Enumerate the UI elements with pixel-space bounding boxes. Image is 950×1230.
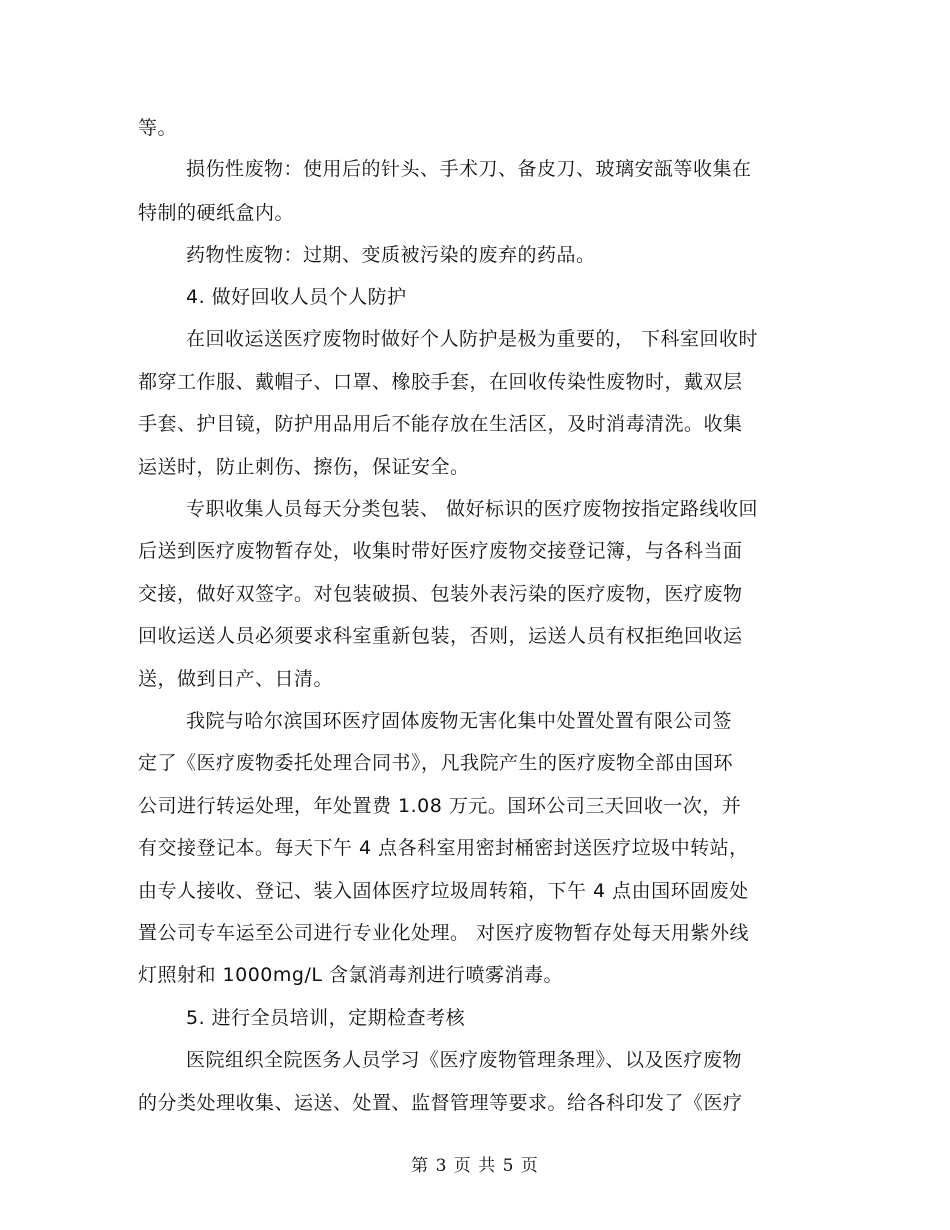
text-line-9: 运送时，防止刺伤、擦伤，保证安全。 — [138, 456, 470, 478]
text-line-17: 公司进行转运处理，年处置费 1.08 万元。国环公司三天回收一次，并 — [138, 795, 742, 817]
text-line-1: 等。 — [138, 117, 178, 139]
text-line-23: 医院组织全院医务人员学习《医疗废物管理条理》、以及医疗废物 — [186, 1049, 743, 1071]
text-line-24: 的分类处理收集、运送、处置、监督管理等要求。给各科印发了《医疗 — [138, 1092, 743, 1114]
text-line-8: 手套、护目镜，防护用品用后不能存放在生活区，及时消毒清洗。收集 — [138, 413, 743, 435]
text-line-14: 送，做到日产、日清。 — [138, 668, 334, 690]
text-line-4: 药物性废物：过期、变质被污染的废弃的药品。 — [186, 244, 596, 266]
text-line-16: 定了《医疗废物委托处理合同书》，凡我院产生的医疗废物全部由国环 — [138, 752, 734, 774]
text-line-10: 专职收集人员每天分类包装、 做好标识的医疗废物按指定路线收回 — [186, 498, 759, 520]
text-line-11: 后送到医疗废物暂存处，收集时带好医疗废物交接登记簿，与各科当面 — [138, 540, 743, 562]
text-line-3: 特制的硬纸盒内。 — [138, 202, 295, 224]
text-line-12: 交接，做好双签字。对包装破损、包装外表污染的医疗废物，医疗废物 — [138, 583, 743, 605]
text-line-18: 有交接登记本。每天下午 4 点各科室用密封桶密封送医疗垃圾中转站， — [138, 837, 749, 859]
text-line-13: 回收运送人员必须要求科室重新包装，否则，运送人员有权拒绝回收运 — [138, 625, 743, 647]
text-line-6: 在回收运送医疗废物时做好个人防护是极为重要的， 下科室回收时 — [186, 328, 759, 350]
section-heading-5: 5. 进行全员培训，定期检查考核 — [186, 1007, 466, 1029]
section-heading-4: 4. 做好回收人员个人防护 — [186, 286, 407, 308]
text-line-20: 置公司专车运至公司进行专业化处理。 对医疗废物暂存处每天用紫外线 — [138, 922, 750, 944]
text-line-21: 灯照射和 1000mg/L 含氯消毒剂进行喷雾消毒。 — [138, 964, 563, 986]
text-line-2: 损伤性废物：使用后的针头、手术刀、备皮刀、玻璃安瓿等收集在 — [186, 158, 752, 180]
text-line-7: 都穿工作服、戴帽子、口罩、橡胶手套，在回收传染性废物时，戴双层 — [138, 371, 743, 393]
text-line-19: 由专人接收、登记、装入固体医疗垃圾周转箱，下午 4 点由国环固废处 — [138, 880, 749, 902]
page-footer: 第 3 页 共 5 页 — [411, 1156, 539, 1176]
text-line-15: 我院与哈尔滨国环医疗固体废物无害化集中处置处置有限公司签 — [186, 710, 733, 732]
